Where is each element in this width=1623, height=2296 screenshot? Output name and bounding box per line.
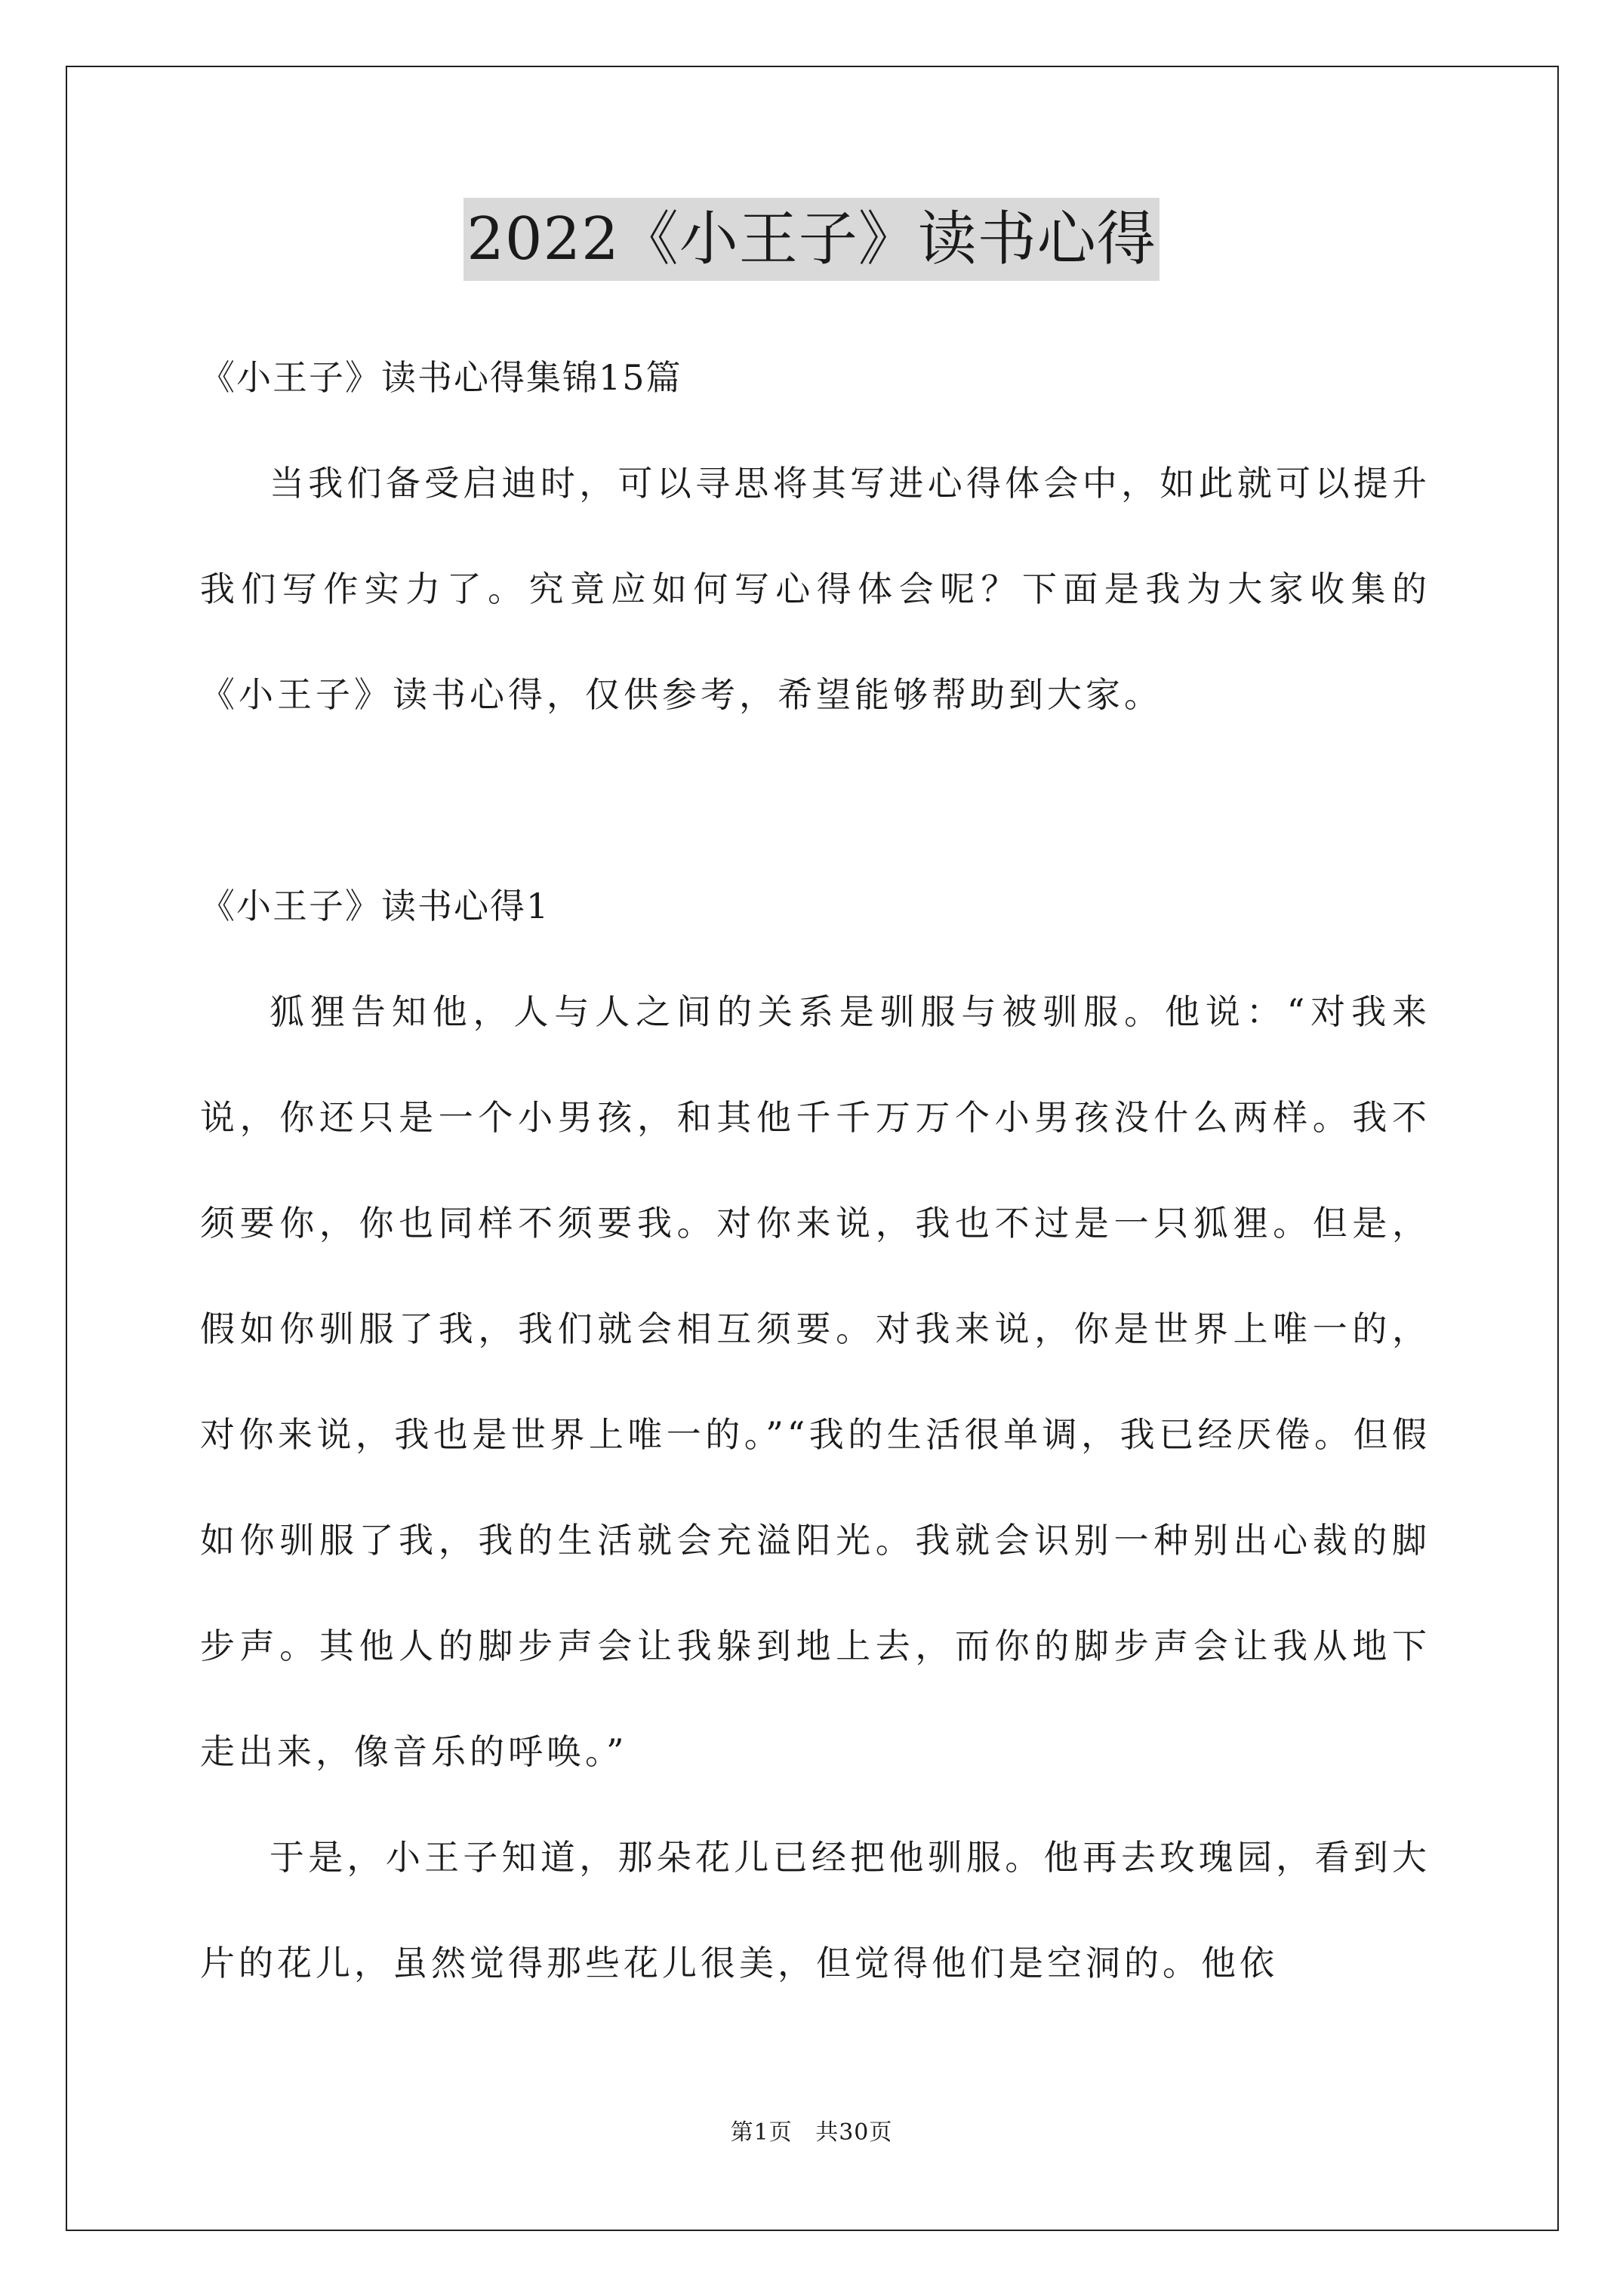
title-container — [0, 198, 1623, 281]
section-heading: 《小王子》读书心得1 — [200, 886, 550, 926]
body-paragraph: 于是，小王子知道，那朵花儿已经把他驯服。他再去玫瑰园，看到大片的花儿，虽然觉得那些花儿很美，但觉得他们是空洞的。他依 — [200, 1837, 1431, 1983]
intro-paragraph: 当我们备受启迪时，可以寻思将其写进心得体会中，如此就可以提升我们写作实力了。究竟应如何写心得体会呢？下面是我为大家收集的《小王子》读书心得，仅供参考，希望能够帮助到大家。 — [200, 463, 1431, 715]
document-body — [200, 325, 1431, 2016]
page-total: 共30页 — [815, 2119, 893, 2146]
body-paragraph: 狐狸告知他，人与人之间的关系是驯服与被驯服。他说：“对我来说，你还只是一个小男孩，和其他千千万万个小男孩没什么两样。我不须要你，你也同样不须要我。对你来说，我也不过是一只狐狸。但是，假如你驯服了我，我们就会相互须要。对我来说，你是世界上唯一的，对你来说，我也是世界上唯一的。”“我的生活很单调，我已经厌倦。但假如你驯服了我，我的生活就会充溢阳光。我就会识别一种别出心裁的脚步声。其他人的脚步声会让我躲到地上去，而你的脚步声会让我从地下走出来，像音乐的呼唤。” — [200, 991, 1431, 1772]
page-footer — [0, 2114, 1623, 2152]
document-subtitle: 《小王子》读书心得集锦15篇 — [200, 357, 682, 398]
document-title: 2022《小王子》读书心得 — [463, 198, 1160, 281]
page-number: 第1页 — [730, 2119, 793, 2146]
